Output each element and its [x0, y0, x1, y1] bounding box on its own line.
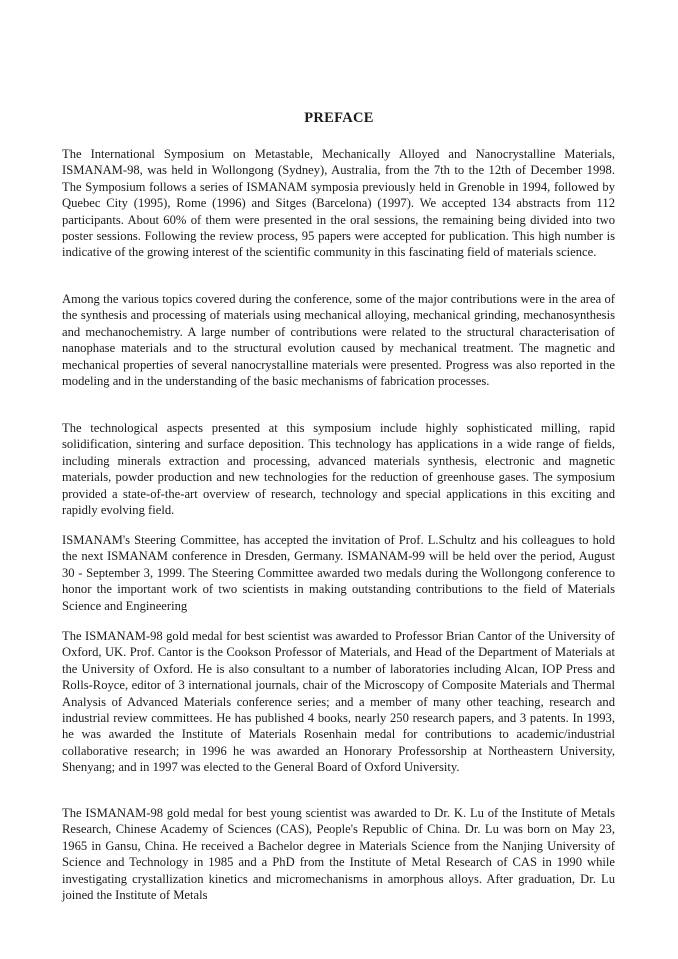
paragraph-symposium-overview: The International Symposium on Metastable, Mechanically Alloyed and Nanocrystalline Materials, ISMANAM-98, was held in Wollongong (Sydney), Australia, from the 7th to the 12th of December 1998. The Symposium follows a series of ISMANAM symposia previously held in Grenoble in 1994, followed by Quebec City (1995), Rome (1996) and Sitges (Barcelona) (1997). We accepted 134 abstracts from 112 participants. About 60% of them were presented in the oral sessions, the remaining being divided into two poster sessions. Following the review process, 95 papers were accepted for publication. This high number is indicative of the growing interest of the scientific community in this fascinating field of materials science. [62, 147, 615, 260]
paragraph-technological-aspects: The technological aspects presented at this symposium include highly sophisticated milling, rapid solidification, sintering and surface deposition. This technology has applications in a wide range of fields, including minerals extraction and processing, advanced materials synthesis, electronic and magnetic materials, powder production and new technologies for the reduction of greenhouse gases. The symposium provided a state-of-the-art overview of research, technology and special applications in this exciting and rapidly evolving field. [62, 421, 615, 518]
paragraph-steering-committee: ISMANAM's Steering Committee, has accepted the invitation of Prof. L.Schultz and his colleagues to hold the next ISMANAM conference in Dresden, Germany. ISMANAM-99 will be held over the period, August 30 - September 3, 1999. The Steering Committee awarded two medals during the Wollongong conference to honor the important work of two scientists in making outstanding contributions to the field of Materials Science and Engineering [62, 533, 615, 613]
paragraph-conference-topics: Among the various topics covered during the conference, some of the major contributions were in the area of the synthesis and processing of materials using mechanical alloying, mechanical grinding, mechanosynthesis and mechanochemistry. A large number of contributions were related to the structural characterisation of nanophase materials and to the structural evolution caused by mechanical treatment. The magnetic and mechanical properties of several nanocrystalline materials were presented. Progress was also reported in the modeling and in the understanding of the basic mechanisms of fabrication processes. [62, 292, 615, 389]
paragraph-gold-medal-young-scientist: The ISMANAM-98 gold medal for best young scientist was awarded to Dr. K. Lu of the Institute of Metals Research, Chinese Academy of Sciences (CAS), People's Republic of China. Dr. Lu was born on May 23, 1965 in Gansu, China. He received a Bachelor degree in Materials Science from the Nanjing University of Science and Technology in 1985 and a PhD from the Institute of Metal Research of CAS in 1990 while investigating crystallization kinetics and micromechanisms in amorphous alloys. After graduation, Dr. Lu joined the Institute of Metals [62, 806, 615, 903]
page-title: PREFACE [304, 110, 374, 126]
paragraph-gold-medal-scientist: The ISMANAM-98 gold medal for best scientist was awarded to Professor Brian Cantor of the University of Oxford, UK. Prof. Cantor is the Cookson Professor of Materials, and Head of the Department of Materials at the University of Oxford. He is also consultant to a number of laboratories including Alcan, IOP Press and Rolls-Royce, editor of 3 international journals, chair of the Microscopy of Composite Materials and Thermal Analysis of Advanced Materials conference series; and a member of many other teaching, research and industrial review committees. He has published 4 books, nearly 250 research papers, and 3 patents. In 1993, he was awarded the Institute of Materials Rosenhain medal for contributions to academic/industrial collaborative research; in 1996 he was awarded an Honorary Professorship at Northeastern University, Shenyang; and in 1997 was elected to the General Board of Oxford University. [62, 629, 615, 775]
